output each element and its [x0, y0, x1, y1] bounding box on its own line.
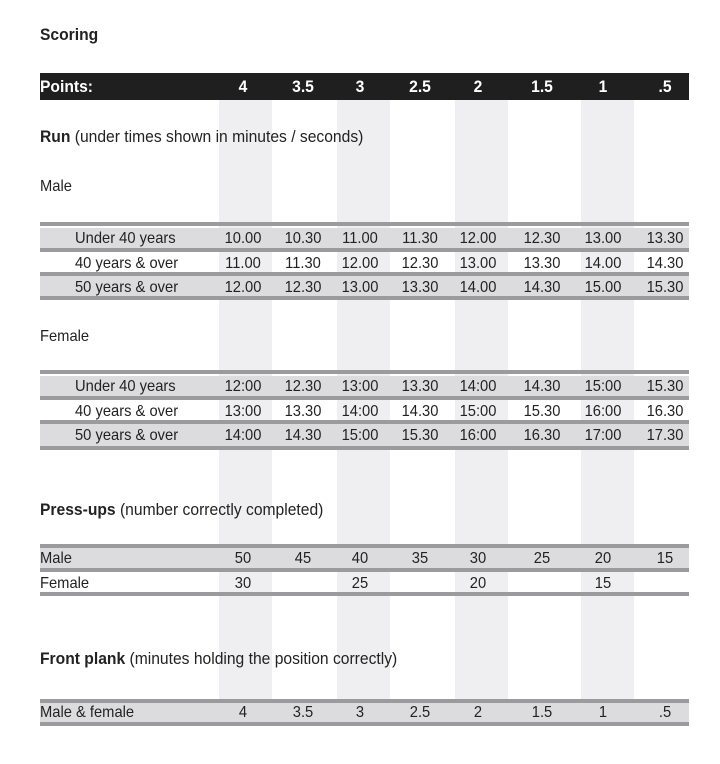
table-cell: 30: [469, 550, 487, 567]
points-header-label: Points:: [40, 77, 94, 96]
table-cell: 20: [469, 575, 487, 592]
table-cell: 35: [411, 550, 429, 567]
table-cell: 11.30: [285, 255, 321, 272]
table-cell: 17:00: [584, 427, 622, 444]
table-cell: 12.30: [401, 255, 439, 272]
table-cell: 13.30: [401, 279, 439, 296]
table-cell: 2: [473, 704, 483, 721]
table-cell: 15.30: [646, 378, 684, 395]
points-header-cell: 2.5: [409, 77, 431, 96]
table-cell: 16.30: [523, 427, 561, 444]
table-cell: 14:00: [224, 427, 262, 444]
plank-note: (minutes holding the position correctly): [125, 649, 398, 668]
table-cell: 15: [656, 550, 674, 567]
table-cell: 16:00: [459, 427, 497, 444]
table-cell: 40: [351, 550, 369, 567]
table-cell: 15.30: [401, 427, 439, 444]
pressups-section-heading: [40, 500, 323, 520]
table-cell: 11.00: [225, 255, 261, 272]
table-cell: 14.30: [523, 378, 561, 395]
table-cell: 10.00: [224, 230, 262, 247]
table-cell: 16:00: [584, 403, 622, 420]
table-cell: 14:00: [341, 403, 379, 420]
table-cell: 1: [598, 704, 608, 721]
table-cell: 12.30: [284, 378, 322, 395]
table-cell: 11.00: [342, 230, 378, 247]
table-cell: 14.30: [646, 255, 684, 272]
table-cell: 3.5: [292, 704, 314, 721]
table-cell: 50: [234, 550, 252, 567]
table-cell: 10.30: [284, 230, 322, 247]
run-note: (under times shown in minutes / seconds): [70, 127, 364, 146]
points-header-bar: [40, 73, 689, 100]
band-top-rule: [40, 370, 689, 374]
table-cell: 12:00: [224, 378, 262, 395]
table-cell: 13.00: [341, 279, 379, 296]
table-cell: 12.00: [224, 279, 262, 296]
table-cell: 14.30: [523, 279, 561, 296]
points-header-cell: 1: [598, 77, 608, 96]
table-cell: 15.30: [523, 403, 561, 420]
page-title: Scoring: [40, 25, 99, 44]
table-cell: 14.00: [584, 255, 622, 272]
table-cell: 14.30: [284, 427, 322, 444]
table-cell: 15:00: [459, 403, 497, 420]
row-label: 50 years & over: [75, 279, 179, 296]
points-header-cell: 4: [238, 77, 248, 96]
plank-section-heading: [40, 649, 397, 669]
table-cell: 15: [594, 575, 612, 592]
table-cell: 13.30: [284, 403, 322, 420]
table-cell: 1.5: [531, 704, 553, 721]
table-cell: 45: [294, 550, 312, 567]
table-cell: 13.30: [646, 230, 684, 247]
points-header-cell: 3: [355, 77, 365, 96]
row-label: 40 years & over: [75, 403, 179, 420]
table-cell: 16.30: [646, 403, 684, 420]
pressups-heading: Press-ups: [40, 500, 116, 519]
run-female-label: Female: [40, 328, 90, 345]
table-cell: 13:00: [224, 403, 262, 420]
table-cell: 14.30: [401, 403, 439, 420]
run-section-heading: [40, 127, 363, 147]
points-header-cell: 1.5: [531, 77, 553, 96]
row-label: Under 40 years: [75, 378, 176, 395]
row-label: 40 years & over: [75, 255, 179, 272]
points-header-cell: .5: [658, 77, 672, 96]
row-label: Male & female: [40, 704, 135, 721]
pressups-note: (number correctly completed): [115, 500, 324, 519]
run-heading: Run: [40, 127, 71, 146]
table-cell: 12.30: [523, 230, 561, 247]
table-cell: .5: [658, 704, 672, 721]
band-top-rule: [40, 222, 689, 226]
row-label: Male: [40, 550, 72, 567]
table-cell: 25: [533, 550, 551, 567]
table-cell: 30: [234, 575, 252, 592]
table-cell: 15:00: [341, 427, 379, 444]
table-cell: 2.5: [409, 704, 431, 721]
table-cell: 13.30: [523, 255, 561, 272]
table-cell: 12.00: [459, 230, 497, 247]
table-cell: 12.00: [341, 255, 379, 272]
table-cell: 20: [594, 550, 612, 567]
table-cell: 14.00: [459, 279, 497, 296]
table-cell: 3: [355, 704, 365, 721]
row-label: Female: [40, 575, 90, 592]
table-cell: 4: [238, 704, 248, 721]
run-male-label: Male: [40, 178, 72, 195]
table-cell: 13.00: [459, 255, 497, 272]
table-cell: 13:00: [341, 378, 379, 395]
table-cell: 11.30: [402, 230, 438, 247]
table-cell: 13.30: [401, 378, 439, 395]
table-cell: 15:00: [584, 378, 622, 395]
table-cell: 15.00: [584, 279, 622, 296]
table-cell: 13.00: [584, 230, 622, 247]
table-cell: 17.30: [646, 427, 684, 444]
plank-heading: Front plank: [40, 649, 126, 668]
row-label: 50 years & over: [75, 427, 179, 444]
points-header-cell: 3.5: [292, 77, 314, 96]
points-header-cell: 2: [473, 77, 483, 96]
table-cell: 15.30: [646, 279, 684, 296]
table-cell: 12.30: [284, 279, 322, 296]
table-cell: 14:00: [459, 378, 497, 395]
table-cell: 25: [351, 575, 369, 592]
row-label: Under 40 years: [75, 230, 176, 247]
